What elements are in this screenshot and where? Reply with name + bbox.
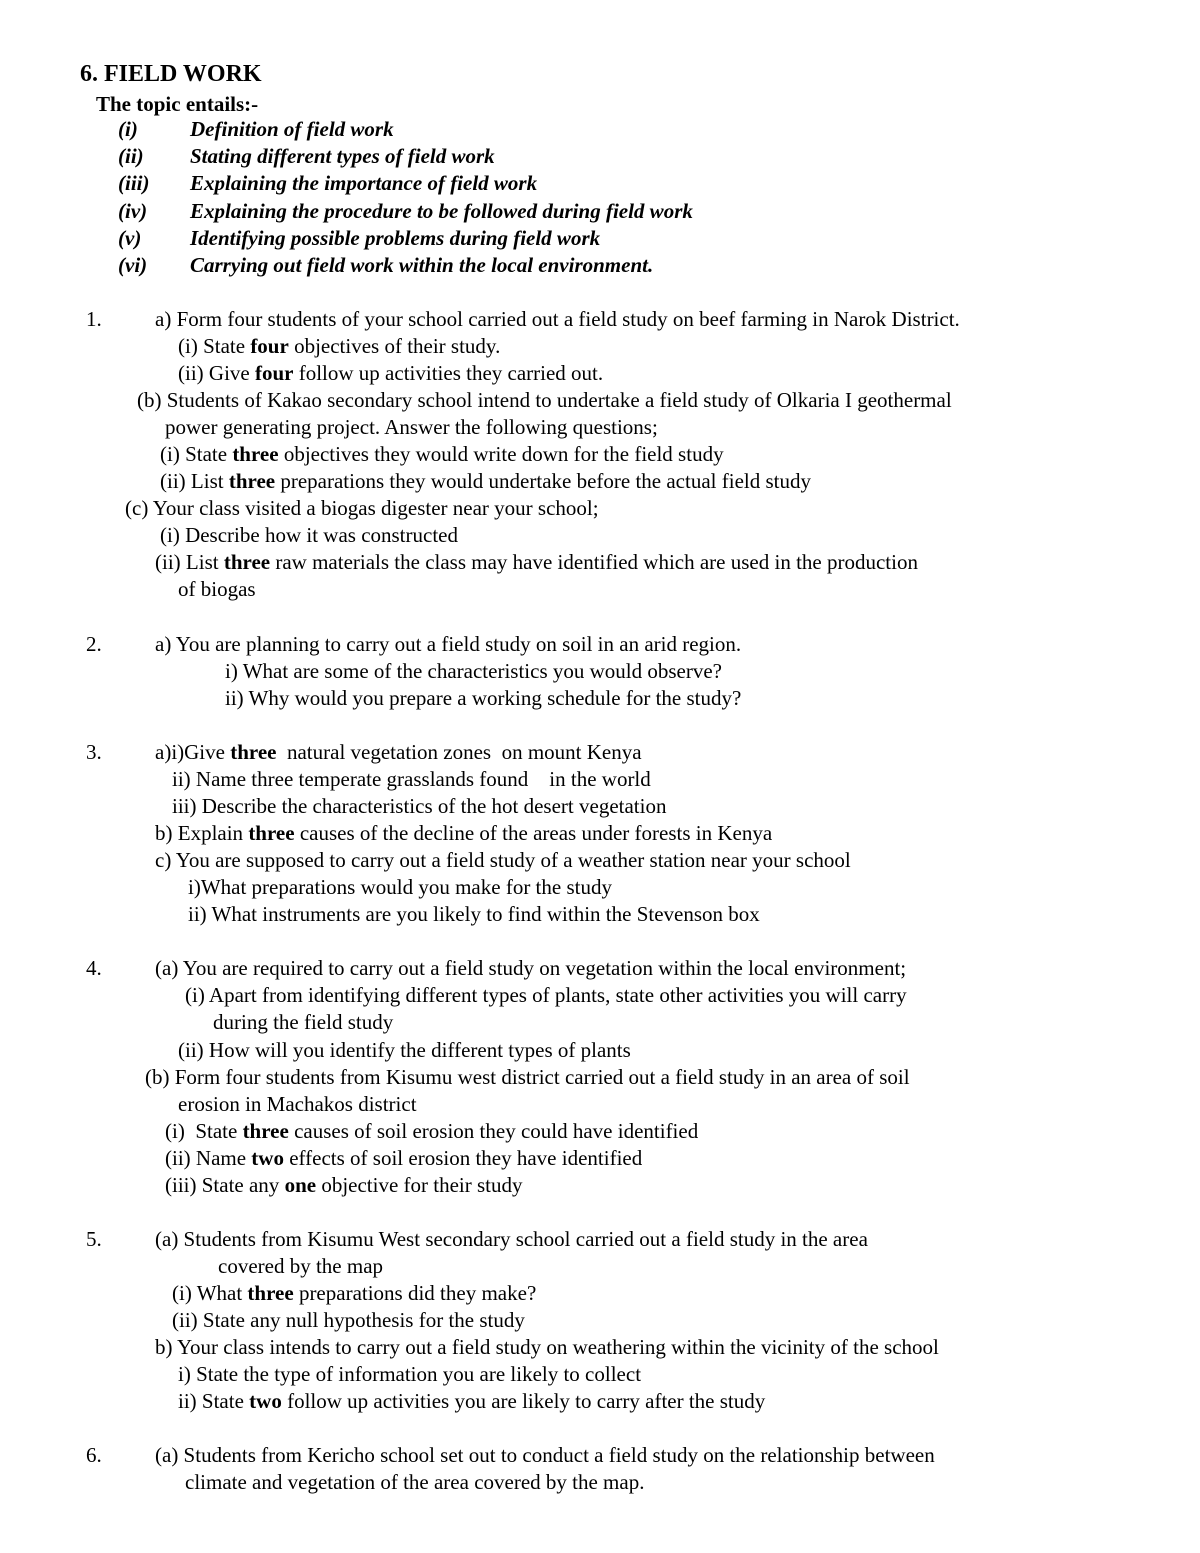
question-text: erosion in Machakos district <box>178 1092 417 1116</box>
question-number: 6. <box>86 1443 102 1467</box>
question-line <box>165 1146 642 1170</box>
question-text: causes of soil erosion they could have identified <box>288 1119 699 1143</box>
emphasis-word: three <box>228 469 276 493</box>
question-text: (ii) List <box>155 550 224 574</box>
question-text: power generating project. Answer the following questions; <box>165 415 658 439</box>
topic-number: (ii) <box>118 144 144 168</box>
question-text: c) You are supposed to carry out a field study of a weather station near your school <box>155 848 851 872</box>
question-text: (ii) Name <box>165 1146 252 1170</box>
question-text: (ii) List <box>160 469 229 493</box>
emphasis-word: three <box>247 1281 294 1305</box>
question-text: (i) State <box>160 442 233 466</box>
question-text: (i) State <box>165 1119 243 1143</box>
question-text: (i) What <box>172 1281 248 1305</box>
question-text: objective for their study <box>316 1173 523 1197</box>
question-line <box>125 496 599 520</box>
question-text: (ii) How will you identify the different types of plants <box>178 1038 631 1062</box>
question-text: i)What preparations would you make for the study <box>188 875 612 899</box>
question-line <box>225 686 741 710</box>
emphasis-word: four <box>250 334 289 358</box>
question-text: (c) Your class visited a biogas digester near your school; <box>125 496 599 520</box>
question-line <box>185 1470 644 1494</box>
question-line <box>188 902 760 926</box>
question-text: (a) Students from Kisumu West secondary school carried out a field study in the area <box>155 1227 868 1251</box>
topic-text: Explaining the importance of field work <box>190 171 538 195</box>
emphasis-word: three <box>223 550 271 574</box>
topic-number: (iii) <box>118 171 150 195</box>
question-text: causes of the decline of the areas under forests in Kenya <box>294 821 773 845</box>
question-text: preparations they would undertake before the actual field study <box>275 469 811 493</box>
question-text: (b) Form four students from Kisumu west district carried out a field study in an area of soil <box>145 1065 910 1089</box>
question-text: a) Form four students of your school carried out a field study on beef farming in Narok District. <box>155 307 960 331</box>
question-text: a)i)Give <box>155 740 231 764</box>
question-line <box>178 1092 417 1116</box>
question-line <box>165 1119 698 1143</box>
question-text: raw materials the class may have identified which are used in the production <box>270 550 918 574</box>
emphasis-word: four <box>254 361 294 385</box>
question-line <box>155 740 642 764</box>
question-text: natural vegetation zones on mount Kenya <box>276 740 642 764</box>
question-line <box>165 415 658 439</box>
emphasis-word: one <box>284 1173 317 1197</box>
question-number: 5. <box>86 1227 102 1251</box>
question-line <box>155 1335 939 1359</box>
question-text: effects of soil erosion they have identified <box>283 1146 643 1170</box>
question-text: (a) You are required to carry out a field study on vegetation within the local environment; <box>155 956 907 980</box>
question-line <box>178 577 256 601</box>
question-line <box>155 848 851 872</box>
question-line <box>178 1362 641 1386</box>
question-line <box>178 334 500 358</box>
question-text: b) Your class intends to carry out a field study on weathering within the vicinity of the school <box>155 1335 939 1359</box>
question-line <box>155 821 772 845</box>
question-text: (b) Students of Kakao secondary school intend to undertake a field study of Olkaria I geothermal <box>137 388 952 412</box>
question-number: 4. <box>86 956 102 980</box>
emphasis-word: three <box>248 821 295 845</box>
question-text: iii) Describe the characteristics of the hot desert vegetation <box>172 794 667 818</box>
topic-number: (iv) <box>118 199 148 223</box>
emphasis-word: three <box>232 442 279 466</box>
question-line <box>145 1065 910 1089</box>
question-line <box>188 875 612 899</box>
emphasis-word: three <box>242 1119 289 1143</box>
page-title: 6. FIELD WORK <box>80 61 262 87</box>
topic-text: Carrying out field work within the local environment. <box>190 253 654 277</box>
question-line <box>172 1281 536 1305</box>
question-text: (i) State <box>178 334 251 358</box>
question-text: a) You are planning to carry out a field study on soil in an arid region. <box>155 632 742 656</box>
question-text: of biogas <box>178 577 256 601</box>
question-line <box>218 1254 383 1278</box>
question-number: 1. <box>86 307 102 331</box>
question-text: ii) Why would you prepare a working schedule for the study? <box>225 686 742 710</box>
question-line <box>155 632 741 656</box>
question-text: i) What are some of the characteristics you would observe? <box>225 659 723 683</box>
question-line <box>160 442 724 466</box>
question-line <box>172 767 651 791</box>
question-number: 3. <box>86 740 102 764</box>
topic-number: (i) <box>118 117 138 141</box>
question-line <box>213 1010 393 1034</box>
question-text: preparations did they make? <box>293 1281 537 1305</box>
question-text: follow up activities they carried out. <box>293 361 604 385</box>
topic-text: Identifying possible problems during field work <box>190 226 601 250</box>
question-line <box>172 794 666 818</box>
question-text: (iii) State any <box>165 1173 285 1197</box>
question-text: ii) Name three temperate grasslands found in the world <box>172 767 651 791</box>
question-text: b) Explain <box>155 821 249 845</box>
emphasis-word: two <box>251 1146 284 1170</box>
question-line <box>165 1173 523 1197</box>
question-text: objectives of their study. <box>288 334 501 358</box>
question-line <box>155 307 960 331</box>
question-text: (ii) Give <box>178 361 255 385</box>
question-line <box>160 523 458 547</box>
topic-text: Definition of field work <box>190 117 394 141</box>
topic-intro: The topic entails:- <box>96 92 259 116</box>
question-line <box>155 1227 868 1251</box>
question-line <box>225 659 722 683</box>
question-line <box>185 983 907 1007</box>
question-number: 2. <box>86 632 102 656</box>
topic-number: (vi) <box>118 253 148 277</box>
question-text: i) State the type of information you are likely to collect <box>178 1362 642 1386</box>
question-text: (i) Apart from identifying different types of plants, state other activities you will carry <box>185 983 907 1007</box>
question-line <box>178 361 603 385</box>
question-line <box>155 550 918 574</box>
emphasis-word: three <box>230 740 277 764</box>
question-line <box>178 1038 631 1062</box>
question-line <box>160 469 811 493</box>
question-text: objectives they would write down for the field study <box>278 442 724 466</box>
question-line <box>137 388 952 412</box>
question-text: follow up activities you are likely to carry after the study <box>281 1389 766 1413</box>
question-text: ii) State <box>178 1389 250 1413</box>
topic-text: Stating different types of field work <box>190 144 495 168</box>
topic-text: Explaining the procedure to be followed during field work <box>190 199 693 223</box>
question-text: covered by the map <box>218 1254 384 1278</box>
topic-number: (v) <box>118 226 142 250</box>
question-line <box>155 956 906 980</box>
question-line <box>178 1389 765 1413</box>
question-text: (i) Describe how it was constructed <box>160 523 458 547</box>
question-text: during the field study <box>213 1010 394 1034</box>
question-text: (a) Students from Kericho school set out to conduct a field study on the relationship between <box>155 1443 935 1467</box>
question-text: (ii) State any null hypothesis for the study <box>172 1308 525 1332</box>
emphasis-word: two <box>249 1389 282 1413</box>
question-line <box>155 1443 935 1467</box>
question-text: climate and vegetation of the area covered by the map. <box>185 1470 645 1494</box>
question-text: ii) What instruments are you likely to find within the Stevenson box <box>188 902 760 926</box>
question-line <box>172 1308 525 1332</box>
